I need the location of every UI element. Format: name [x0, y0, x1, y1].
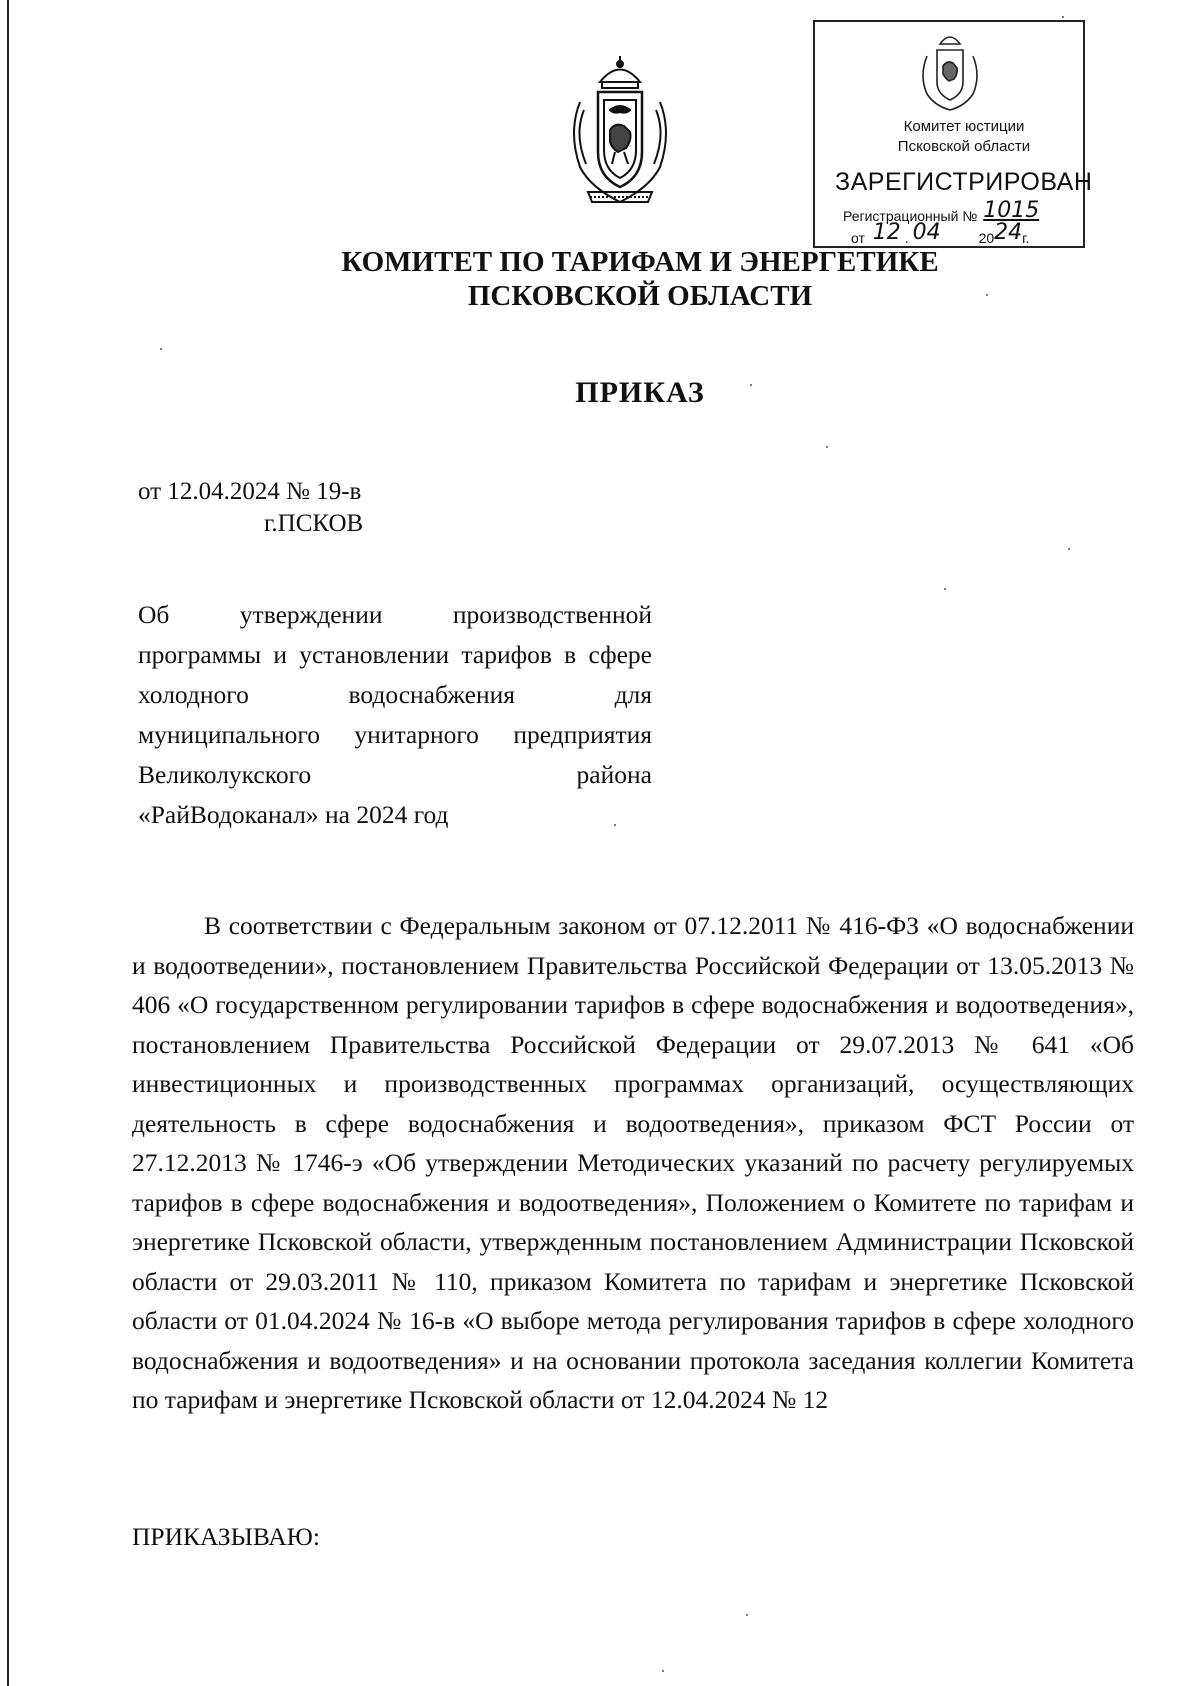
doc-type-title: ПРИКАЗ — [575, 376, 705, 409]
stamp-date-suffix: г. — [1022, 230, 1030, 246]
scan-speck — [750, 384, 752, 386]
stamp-date-day: 12 — [872, 220, 901, 245]
org-title-line1: КОМИТЕТ ПО ТАРИФАМ И ЭНЕРГЕТИКЕ — [341, 246, 939, 278]
scan-speck — [746, 1614, 748, 1616]
order-subject — [138, 595, 652, 835]
stamp-org-line2: Псковской области — [897, 138, 1031, 155]
stamp-coat-of-arms-icon — [915, 28, 985, 114]
stamp-org-line1: Комитет юстиции — [903, 118, 1025, 135]
scan-speck — [944, 588, 946, 590]
scan-speck — [662, 1670, 664, 1672]
scan-speck — [1062, 16, 1064, 18]
stamp-date-prefix: от — [851, 230, 865, 246]
registration-stamp — [813, 20, 1093, 248]
order-date-number: от 12.04.2024 № 19-в — [138, 478, 362, 505]
stamp-reg-label: Регистрационный № — [843, 208, 978, 224]
scan-speck — [826, 446, 828, 448]
scan-speck — [1068, 548, 1070, 550]
scan-speck — [160, 348, 162, 350]
order-subject-last-line: «РайВодоканал» на 2024 год — [138, 800, 449, 829]
order-city: г.ПСКОВ — [264, 510, 364, 537]
stamp-date-year-suffix: 24 — [994, 220, 1023, 245]
stamp-date-line: от 12 . 04 2024г. — [851, 220, 1030, 246]
scan-speck — [986, 294, 988, 296]
stamp-date-year-prefix: 20 — [978, 230, 995, 246]
order-directive-word: ПРИКАЗЫВАЮ: — [132, 1522, 320, 1551]
stamp-date-month: 04 — [912, 220, 941, 245]
org-title-line2: ПСКОВСКОЙ ОБЛАСТИ — [467, 280, 813, 312]
stamp-status: ЗАРЕГИСТРИРОВАН — [835, 168, 1093, 196]
preamble-paragraph: В соответствии с Федеральным законом от 07.12.2011 № 416-ФЗ «О водоснабжении и водоотведении», постановлением Правительства Российской Федерации от 13.05.2013 № 406 «О государственном регулировании тарифов в сфере водоснабжения и водоотведения», постановлением Правительства Российской Федерации от 29.07.2013 № 641 «Об инвестиционных и производственных программах организаций, осуществляющих деятельность в сфере водоснабжения и водоотведения», приказом ФСТ России от 27.12.2013 № 1746-э «Об утверждении Методических указаний по расчету регулируемых тарифов в сфере водоснабжения и водоотведения», Положением о Комитете по тарифам и энергетике Псковской области, утвержденным постановлением Администрации Псковской области от 29.03.2011 № 110, приказом Комитета по тарифам и энергетике Псковской области от 01.04.2024 № 16-в «О выборе метода регулирования тарифов в сфере холодного водоснабжения и водоотведения» и на основании протокола заседания коллегии Комитета по тарифам и энергетике Псковской области от 12.04.2024 № 12 — [132, 911, 1134, 1414]
order-preamble — [132, 906, 1134, 1420]
scan-speck — [614, 824, 616, 826]
order-subject-text: Об утверждении производственной программы и установлении тарифов в сфере холодного водоснабжения для муниципального унитарного предприятия Великолукского района — [138, 600, 652, 789]
coat-of-arms-icon — [560, 52, 680, 212]
stamp-reg-number: 1015 — [983, 198, 1040, 223]
